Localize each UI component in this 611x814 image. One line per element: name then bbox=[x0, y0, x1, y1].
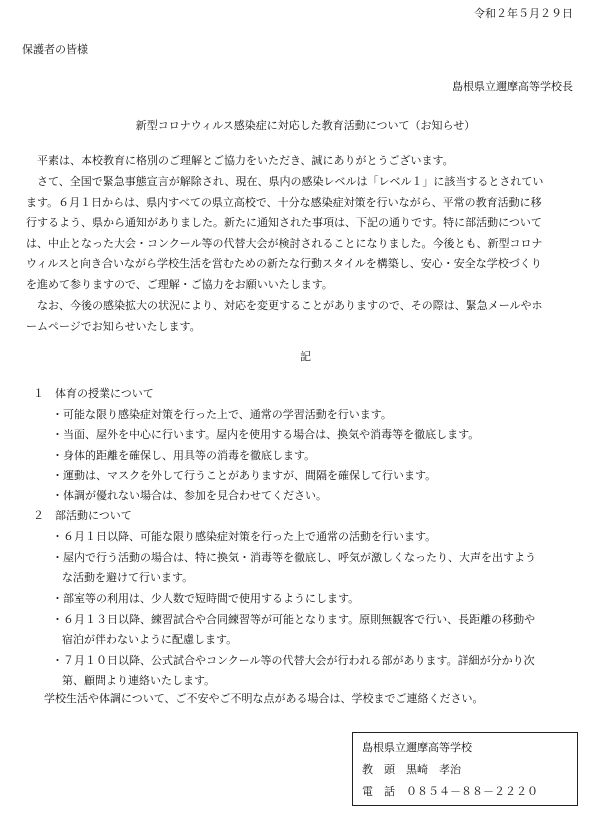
ki-heading: 記 bbox=[300, 350, 311, 363]
paragraph-notice bbox=[26, 296, 594, 337]
paragraph-line: は、中止となった大会・コンクール等の代替大会が検討されることになりました。今後とも、新型コロナ bbox=[26, 236, 543, 250]
list-item: ・６月１日以降、可能な限り感染症対策を行った上で通常の活動を行います。 bbox=[52, 530, 437, 543]
list-item: ・体調が優れない場合は、参加を見合わせてください。 bbox=[52, 489, 327, 502]
section-title-clubs: ２ 部活動について bbox=[33, 509, 132, 522]
paragraph-line: さて、全国で緊急事態宣言が解除され、現在、県内の感染レベルは「レベル１」に該当するとされてい bbox=[37, 175, 544, 188]
list-item: ・７月１０日以降、公式試合やコンクール等の代替大会が行われる部があります。詳細が分かり次 bbox=[52, 654, 535, 667]
paragraph-line: ウィルスと向き合いながら学校生活を営むための新たな行動スタイルを構築し、安心・安全な学校づくり bbox=[26, 257, 542, 271]
paragraph-line: なお、今後の感染拡大の状況により、対応を変更することがありますので、その際は、緊急メールやホ bbox=[37, 299, 543, 312]
contact-school: 島根県立邇摩高等学校 bbox=[362, 741, 472, 754]
paragraph-line: ームページでお知らせいたします。 bbox=[26, 319, 201, 333]
paragraph-line: ます。６月１日からは、県内すべての県立高校で、十分な感染症対策を行いながら、平常の教育活動に移 bbox=[26, 195, 542, 209]
paragraph-line: 行するよう、県から通知がありました。新たに通知された事項は、下記の通りです。特に部活動について bbox=[26, 216, 542, 230]
document-date: 令和２年５月２９日 bbox=[474, 7, 573, 20]
closing-note: 学校生活や体調について、ご不安やご不明な点がある場合は、学校までご連絡ください。 bbox=[44, 692, 484, 705]
recipient: 保護者の皆様 bbox=[22, 43, 88, 56]
contact-box bbox=[352, 732, 578, 806]
list-item: ・運動は、マスクを外して行うことがありますが、間隔を確保して行います。 bbox=[52, 469, 437, 482]
list-item: ・屋内で行う活動の場合は、特に換気・消毒等を徹底し、呼気が激しくなったり、大声を出すよう bbox=[52, 551, 536, 564]
list-item: ・６月１３日以降、練習試合や合同練習等が可能となります。原則無観客で行い、長距離の移動や bbox=[52, 613, 536, 626]
list-item: ・身体的距離を確保し、用具等の消毒を徹底します。 bbox=[52, 449, 316, 462]
list-item-continuation: 宿泊が伴わないように配慮します。 bbox=[62, 633, 238, 646]
paragraph-line: を進めて参りますので、ご理解・ご協力をお願いいたします。 bbox=[26, 277, 333, 291]
list-item-continuation: 第、顧問より連絡いたします。 bbox=[62, 674, 216, 687]
list-item: ・可能な限り感染症対策を行った上で、通常の学習活動を行います。 bbox=[52, 408, 392, 421]
list-item: ・部室等の利用は、少人数で短時間で使用するようにします。 bbox=[52, 592, 360, 605]
document-title: 新型コロナウィルス感染症に対応した教育活動について（お知らせ） bbox=[135, 119, 476, 132]
paragraph-main bbox=[26, 172, 594, 296]
sender: 島根県立邇摩高等学校長 bbox=[452, 80, 573, 93]
paragraph-greeting bbox=[26, 151, 594, 172]
list-item: ・当面、屋外を中心に行います。屋内を使用する場合は、換気や消毒等を徹底します。 bbox=[52, 428, 480, 441]
list-item-continuation: な活動を避けて行います。 bbox=[62, 571, 194, 584]
paragraph-line: 平素は、本校教育に格別のご理解とご協力をいただき、誠にありがとうございます。 bbox=[37, 154, 454, 167]
section-title-pe: １ 体育の授業について bbox=[33, 387, 154, 400]
contact-person: 教 頭 黒崎 孝治 bbox=[362, 763, 461, 776]
contact-phone: 電 話 ０８５４－８８－２２２０ bbox=[362, 785, 538, 798]
